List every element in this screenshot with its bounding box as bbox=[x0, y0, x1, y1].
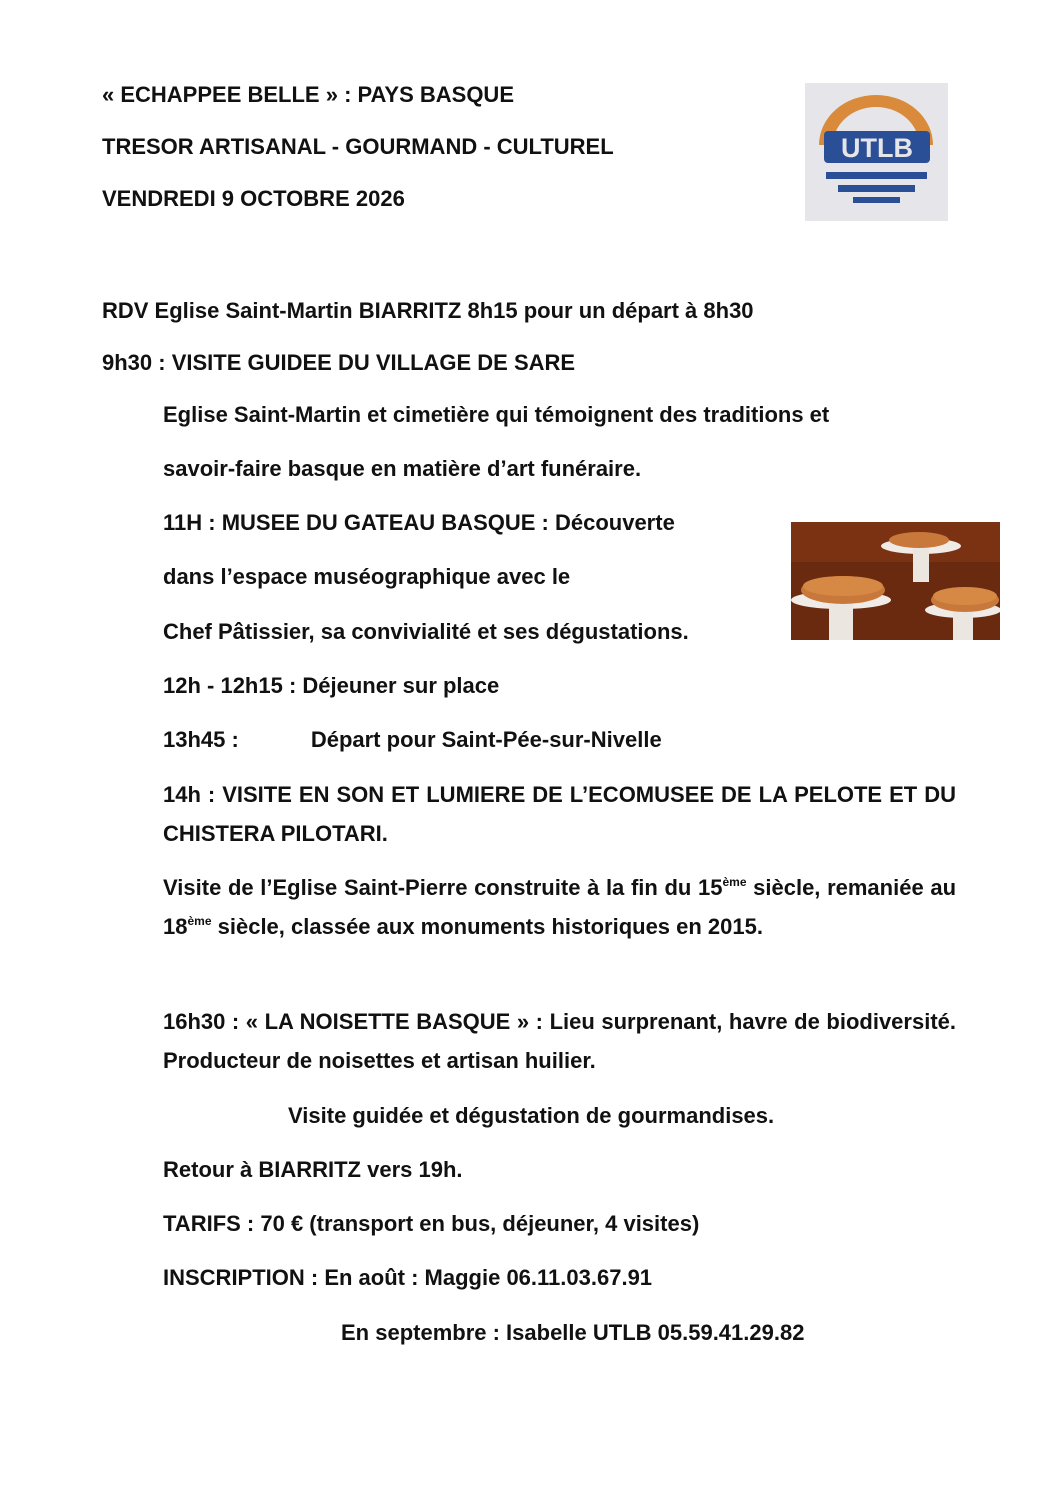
inscription-septembre-line: En septembre : Isabelle UTLB 05.59.41.29.82 bbox=[341, 1320, 805, 1345]
gateau-right-top bbox=[933, 587, 997, 605]
depart-line bbox=[163, 726, 662, 754]
noisette-visit-line: Visite guidée et dégustation de gourmandises. bbox=[288, 1103, 775, 1128]
gateau-basque-illustration bbox=[791, 522, 1000, 640]
depart-time: 13h45 : bbox=[163, 727, 239, 752]
rdv-line: RDV Eglise Saint-Martin BIARRITZ 8h15 pour un départ à 8h30 bbox=[102, 298, 754, 323]
eglise-paragraph bbox=[163, 868, 956, 946]
musee-line-1: 11H : MUSEE DU GATEAU BASQUE : Découverte bbox=[163, 510, 675, 535]
eglise-text-1: Visite de l’Eglise Saint-Pierre construite à la fin du 15 bbox=[163, 875, 723, 900]
logo-wave-2 bbox=[838, 185, 915, 192]
cake-stand-front-pillar bbox=[829, 600, 853, 640]
eglise-sup-1: ème bbox=[722, 875, 747, 889]
logo-text: UTLB bbox=[841, 133, 913, 163]
page-title: « ECHAPPEE BELLE » : PAYS BASQUE bbox=[102, 82, 514, 107]
depart-text: Départ pour Saint-Pée-sur-Nivelle bbox=[310, 727, 662, 752]
sare-description-1: Eglise Saint-Martin et cimetière qui témoignent des traditions et bbox=[163, 402, 830, 427]
page-subtitle: TRESOR ARTISANAL - GOURMAND - CULTUREL bbox=[102, 134, 614, 159]
noisette-paragraph: 16h30 : « LA NOISETTE BASQUE » : Lieu surprenant, havre de biodiversité. Producteur de noisettes et artisan huilier. bbox=[163, 1009, 956, 1073]
gateau-front-top bbox=[803, 576, 883, 596]
eglise-text-2: siècle, remaniée au 18 bbox=[163, 875, 957, 939]
inscription-aout-line: INSCRIPTION : En août : Maggie 06.11.03.67.91 bbox=[163, 1265, 653, 1290]
gateau-back bbox=[889, 532, 949, 548]
eglise-text-3: siècle, classée aux monuments historiques en 2015. bbox=[211, 914, 763, 939]
gateau-basque-photo bbox=[791, 522, 1000, 640]
ecomusee-paragraph: 14h : VISITE EN SON ET LUMIERE DE L’ECOMUSEE DE LA PELOTE ET DU CHISTERA PILOTARI. bbox=[163, 782, 956, 846]
cake-stand-back-pillar bbox=[913, 546, 929, 582]
musee-line-2: dans l’espace muséographique avec le bbox=[163, 564, 571, 589]
sare-description-2: savoir-faire basque en matière d’art funéraire. bbox=[163, 456, 642, 481]
retour-line: Retour à BIARRITZ vers 19h. bbox=[163, 1157, 463, 1182]
logo-wave-3 bbox=[853, 197, 900, 203]
musee-line-3: Chef Pâtissier, sa convivialité et ses dégustations. bbox=[163, 619, 689, 644]
tarifs-line: TARIFS : 70 € (transport en bus, déjeuner, 4 visites) bbox=[163, 1211, 700, 1236]
utlb-logo bbox=[805, 83, 948, 221]
visit-sare-heading: 9h30 : VISITE GUIDEE DU VILLAGE DE SARE bbox=[102, 350, 576, 375]
eglise-sup-2: ème bbox=[187, 914, 212, 928]
utlb-logo-icon bbox=[805, 83, 948, 221]
logo-wave-1 bbox=[826, 172, 927, 179]
dejeuner-line: 12h - 12h15 : Déjeuner sur place bbox=[163, 673, 500, 698]
cake-stand-right-pillar bbox=[953, 610, 973, 640]
event-date: VENDREDI 9 OCTOBRE 2026 bbox=[102, 186, 405, 211]
